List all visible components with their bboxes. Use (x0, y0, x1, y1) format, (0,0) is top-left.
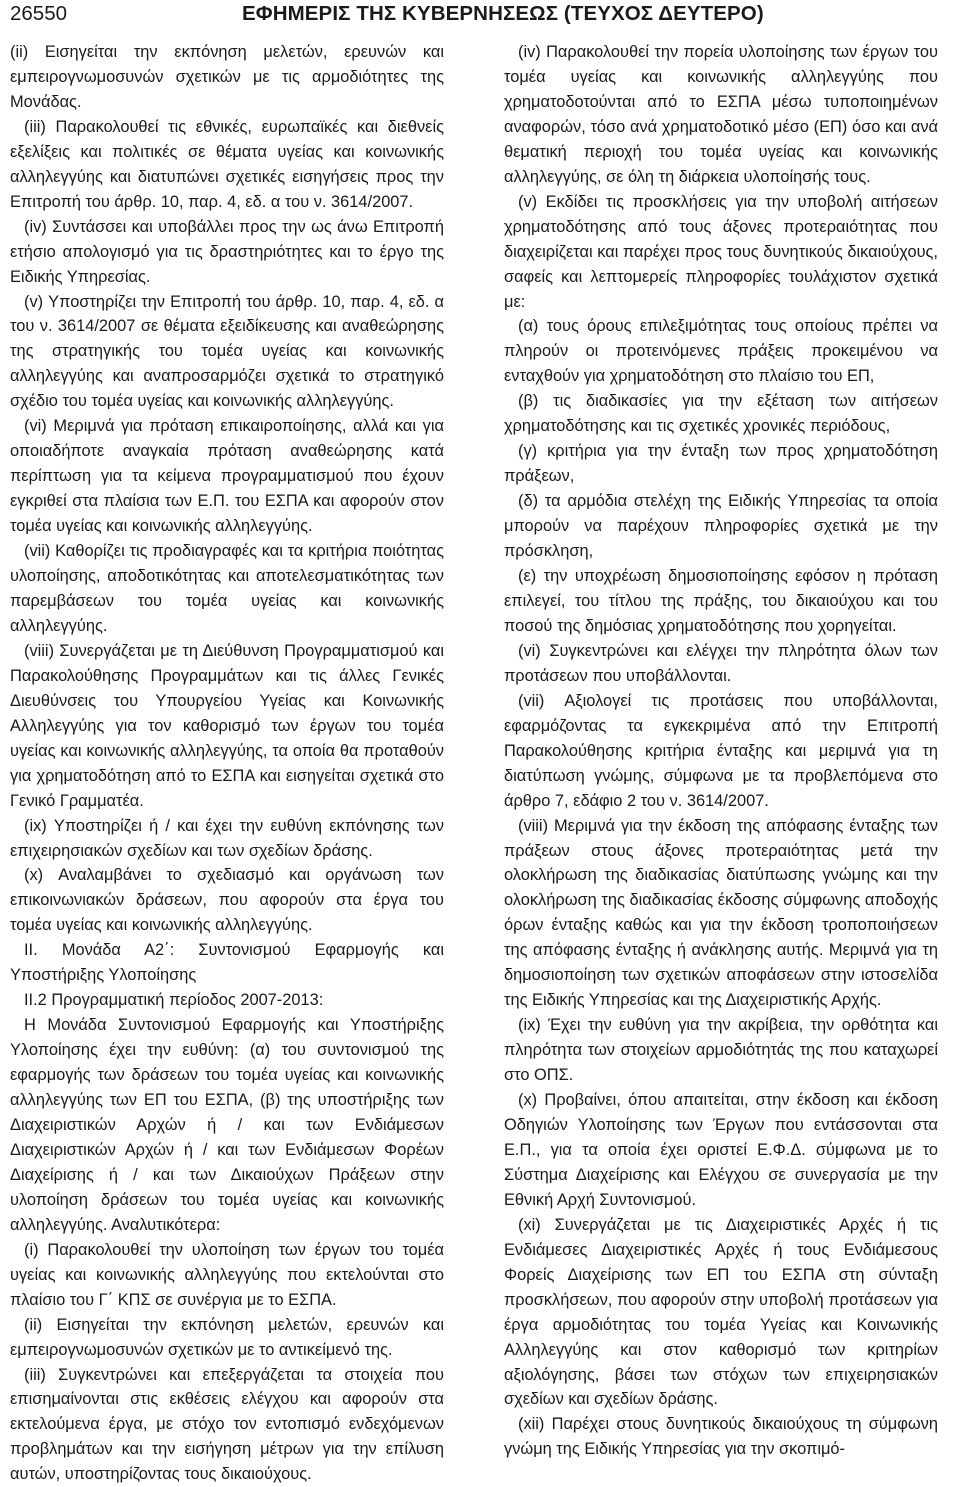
paragraph: (iv) Συντάσσει και υποβάλλει προς την ως άνω Επιτροπή ετήσιο απολογισμό για τις δραστηριότητες και το έργο της Ειδικής Υπηρεσίας. (10, 217, 444, 286)
paragraph: (x) Αναλαμβάνει το σχεδιασμό και οργάνωση των επικοινωνιακών δράσεων, που αφορούν στα έργα του τομέα υγείας και κοινωνικής αλληλεγγύης. (10, 866, 444, 935)
subsection-heading: ΙΙ.2 Προγραμματική περίοδος 2007-2013: (24, 991, 324, 1010)
paragraph: (i) Παρακολουθεί την υλοποίηση των έργων του τομέα υγείας και κοινωνικής αλληλεγγύης που εκτελούνται στο πλαίσιο του Γ΄ ΚΠΣ σε συνέργια με το ΕΣΠΑ. (10, 1240, 444, 1309)
paragraph: (vi) Μεριμνά για πρόταση επικαιροποίησης, αλλά και για οποιαδήποτε αναγκαία πρόταση αναθεώρησης κατά περίπτωση για τα κείμενα προγραμματισμού που έχουν εγκριθεί στα πλαίσια των Ε.Π. του ΕΣΠΑ και αφορούν στον τομέα υγείας και κοινωνικής αλληλεγγύης. (10, 417, 444, 536)
paragraph: (vii) Αξιολογεί τις προτάσεις που υποβάλλονται, εφαρμόζοντας τα εγκεκριμένα από την Επιτροπή Παρακολούθησης κριτήρια ένταξης και μεριμνά για τη διατύπωση γνώμης, σύμφωνα με τα προβλεπόμενα στο άρθρο 7, εδάφιο 2 του ν. 3614/2007. (504, 691, 938, 810)
paragraph: (iii) Παρακολουθεί τις εθνικές, ευρωπαϊκές και διεθνείς εξελίξεις και πολιτικές σε θέματα υγείας και κοινωνικής αλληλεγγύης και διατυπώνει σχετικές εισηγήσεις προς την Επιτροπή του άρθρ. 10, παρ. 4, εδ. α του ν. 3614/2007. (10, 117, 444, 211)
section-heading: ΙΙ. Μονάδα Α2΄: Συντονισμού Εφαρμογής και Υποστήριξης Υλοποίησης (10, 941, 444, 985)
paragraph: (vii) Καθορίζει τις προδιαγραφές και τα κριτήρια ποιότητας υλοποίησης, αποδοτικότητας και αποτελεσματικότητας των παρεμβάσεων του τομέα υγείας και κοινωνικής αλληλεγγύης. (10, 542, 444, 635)
paragraph: (ii) Εισηγείται την εκπόνηση μελετών, ερευνών και εμπειρογνωμοσυνών σχετικών με το αντικείμενό της. (10, 1315, 444, 1359)
paragraph: (γ) κριτήρια για την ένταξη των προς χρηματοδότηση πράξεων, (504, 442, 938, 486)
paragraph: (ix) Υποστηρίζει ή / και έχει την ευθύνη εκπόνησης των επιχειρησιακών σχεδίων και των σχεδίων δράσης. (10, 816, 444, 860)
paragraph: (vi) Συγκεντρώνει και ελέγχει την πληρότητα όλων των προτάσεων που υποβάλλονται. (504, 641, 938, 685)
paragraph: (δ) τα αρμόδια στελέχη της Ειδικής Υπηρεσίας τα οποία μπορούν να παρέχουν πληροφορίες σχετικά με την πρόσκληση, (504, 492, 938, 561)
paragraph: (xii) Παρέχει στους δυνητικούς δικαιούχους τη σύμφωνη γνώμη της Ειδικής Υπηρεσίας για την σκοπιμό- (504, 1415, 938, 1459)
gazette-title: ΕΦΗΜΕΡΙΣ ΤΗΣ ΚΥΒΕΡΝΗΣΕΩΣ (ΤΕΥΧΟΣ ΔΕΥΤΕΡΟ) (242, 2, 764, 25)
paragraph: (v) Υποστηρίζει την Επιτροπή του άρθρ. 10, παρ. 4, εδ. α του ν. 3614/2007 σε θέματα εξειδίκευσης και αναθεώρησης της στρατηγικής του τομέα υγείας και κοινωνικής αλληλεγγύης και αναπροσαρμόζει σχετικά το στρατηγικό σχέδιο του τομέα υγείας και κοινωνικής αλληλεγγύης. (10, 292, 444, 411)
paragraph: (x) Προβαίνει, όπου απαιτείται, στην έκδοση και έκδοση Οδηγιών Υλοποίησης των Έργων που εντάσσονται στα Ε.Π., για τα οποία έχει οριστεί Ε.Φ.Δ. σύμφωνα με το Σύστημα Διαχείρισης και Ελέγχου σε συνεργασία με την Εθνική Αρχή Συντονισμού. (504, 1091, 938, 1209)
paragraph: (iv) Παρακολουθεί την πορεία υλοποίησης των έργων του τομέα υγείας και κοινωνικής αλληλεγγύης που χρηματοδοτούνται από το ΕΣΠΑ μέσω τυποποιημένων αναφορών, τόσο ανά χρηματοδοτικό μέσο (ΕΠ) όσο και ανά θεματική περιοχή του τομέα υγείας και κοινωνικής αλληλεγγύης, σε όλη τη διάρκεια υλοποίησής τους. (504, 43, 938, 186)
paragraph: (α) τους όρους επιλεξιμότητας τους οποίους πρέπει να πληρούν οι προτεινόμενες πράξεις προκειμένου να ενταχθούν για χρηματοδότηση στο πλαίσιο του ΕΠ, (504, 317, 938, 386)
paragraph: (ix) Έχει την ευθύνη για την ακρίβεια, την ορθότητα και πληρότητα των στοιχείων αρμοδιότητάς της που καταχωρεί στο ΟΠΣ. (504, 1016, 938, 1085)
paragraph: (viii) Συνεργάζεται με τη Διεύθυνση Προγραμματισμού και Παρακολούθησης Προγραμμάτων και τις άλλες Γενικές Διευθύνσεις του Υπουργείου Υγείας και Κοινωνικής Αλληλεγγύης για τον καθορισμό των έργων του τομέα υγείας και κοινωνικής αλληλεγγύης, τα οποία θα προταθούν για χρηματοδότηση από το ΕΣΠΑ και εισηγείται σχετικά στο Γενικό Γραμματέα. (10, 641, 444, 810)
page-header (10, 2, 950, 30)
paragraph: (viii) Μεριμνά για την έκδοση της απόφασης ένταξης των πράξεων στους άξονες προτεραιότητας μετά την ολοκλήρωση της διαδικασίας διατύπωσης γνώμης και την ολοκλήρωση της διαδικασίας έκδοσης σύμφωνης αποδοχής όρων ένταξης καθώς και για την έκδοση τροποποιήσεων της απόφασης ένταξης ή ανάκλησης αυτής. Μεριμνά για τη δημοσιοποίηση των σχετικών αποφάσεων στην ιστοσελίδα της Ειδικής Υπηρεσίας και της Διαχειριστικής Αρχής. (504, 816, 938, 1010)
paragraph: Η Μονάδα Συντονισμού Εφαρμογής και Υποστήριξης Υλοποίησης έχει την ευθύνη: (α) του συντονισμού της εφαρμογής των δράσεων του τομέα υγείας και κοινωνικής αλληλεγγύης των ΕΠ του ΕΣΠΑ, (β) της υποστήριξης των Διαχειριστικών Αρχών ή / και των Ενδιάμεσων Διαχειριστικών Αρχών ή / και των Ενδιάμεσων Φορέων Διαχείρισης ή / και των Δικαιούχων Πράξεων στην υλοποίηση δράσεων του τομέα υγείας και κοινωνικής αλληλεγγύης. Αναλυτικότερα: (10, 1016, 444, 1234)
left-column (10, 40, 444, 1487)
paragraph: (ε) την υποχρέωση δημοσιοποίησης εφόσον η πρόταση επιλεγεί, του τίτλου της πράξης, του δικαιούχου και του ποσού της δημόσιας χρηματοδότησης που χορηγείται. (504, 567, 938, 635)
paragraph: (xi) Συνεργάζεται με τις Διαχειριστικές Αρχές ή τις Ενδιάμεσες Διαχειριστικές Αρχές ή τους Ενδιάμεσους Φορείς Διαχείρισης των ΕΠ του ΕΣΠΑ στη σύνταξη προσκλήσεων, που αφορούν στην υποβολή προτάσεων για έργα αρμοδιότητας του τομέα Υγείας και Κοινωνικής Αλληλεγγύης και στον καθορισμό των κριτηρίων αξιολόγησης, βάσει των στόχων των επιχειρησιακών σχεδίων και σχεδίων δράσης. (504, 1215, 938, 1409)
page-number: 26550 (10, 2, 68, 25)
paragraph: (ii) Εισηγείται την εκπόνηση μελετών, ερευνών και εμπειρογνωμοσυνών σχετικών με τις αρμοδιότητες της Μονάδας. (10, 43, 444, 111)
paragraph: (iii) Συγκεντρώνει και επεξεργάζεται τα στοιχεία που επισημαίνονται στις εκθέσεις ελέγχου και αφορούν στα εκτελούμενα έργα, με στόχο τον εντοπισμό ενδεχόμενων προβλημάτων και την εισήγηση μέτρων για την επίλυση αυτών, υποστηρίζοντας τους δικαιούχους. (10, 1365, 444, 1484)
right-column (504, 40, 938, 1462)
paragraph: (v) Εκδίδει τις προσκλήσεις για την υποβολή αιτήσεων χρηματοδότησης από τους άξονες προτεραιότητας που διαχειρίζεται και παρέχει προς τους δυνητικούς δικαιούχους, σαφείς και λεπτομερείς πληροφορίες τουλάχιστον σχετικά με: (504, 192, 938, 311)
paragraph: (β) τις διαδικασίες για την εξέταση των αιτήσεων χρηματοδότησης και τις σχετικές χρονικές περιόδους, (504, 392, 938, 436)
